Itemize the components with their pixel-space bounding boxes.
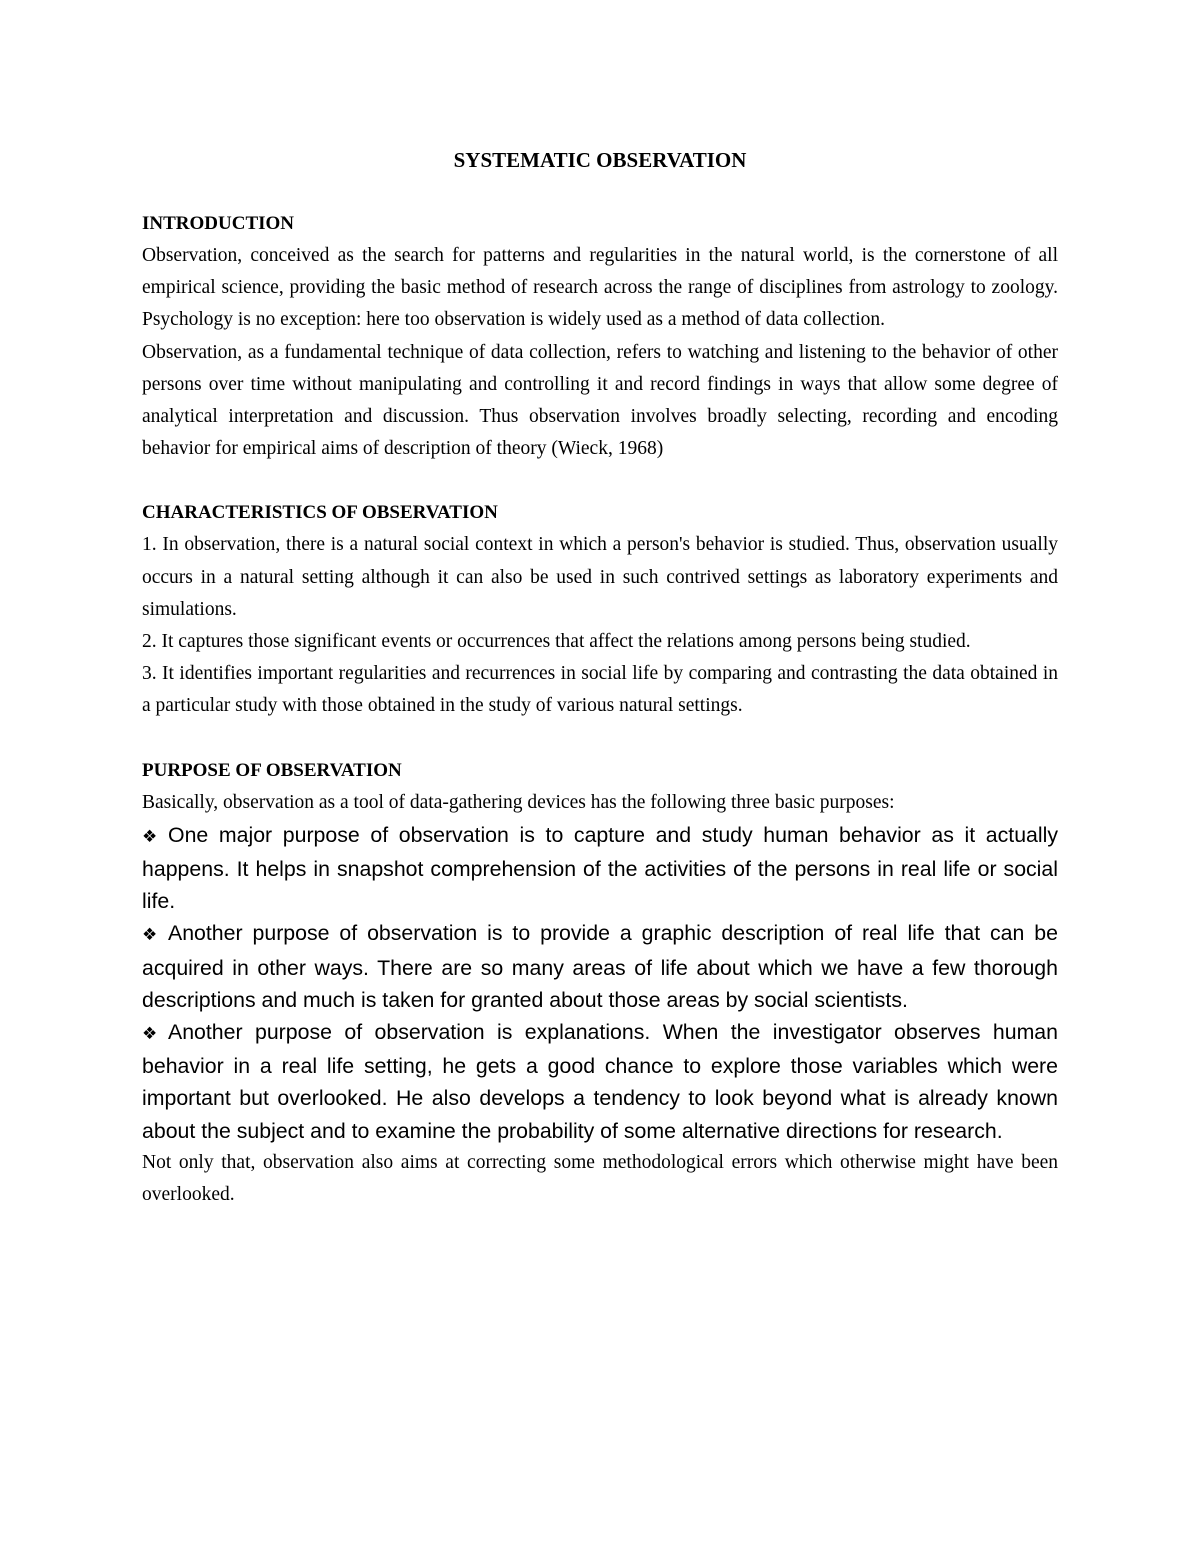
introduction-paragraph-2: Observation, as a fundamental technique of data collection, refers to watching and listening to the behavior of other persons over time without manipulating and controlling it and record findings in ways that allow some degree of analytical interpretation and discussion. Thus observation involves broadly selecting, recording and encoding behavior for empirical aims of description of theory (Wieck, 1968): [142, 341, 1058, 460]
introduction-section: [142, 208, 1058, 465]
purpose-bullet-1: [142, 819, 1058, 918]
purpose-section: [142, 755, 1058, 1212]
diamond-bullet-icon: ❖: [142, 826, 158, 847]
document-title: SYSTEMATIC OBSERVATION: [453, 148, 747, 172]
characteristics-heading: CHARACTERISTICS OF OBSERVATION: [142, 502, 498, 524]
purpose-bullet-text: Another purpose of observation is to provide a graphic description of real life that can be acquired in other ways. There are so many areas of life about which we have a few thorough descriptions and much is taken for granted about those areas by social scientists.: [142, 921, 1058, 1012]
characteristic-item-1: 1. In observation, there is a natural social context in which a person's behavior is studied. Thus, observation usually occurs in a natural setting although it can also be used in such contrived settings as laboratory experiments and simulations.: [142, 534, 1058, 620]
purpose-heading: PURPOSE OF OBSERVATION: [142, 759, 402, 781]
purpose-intro: Basically, observation as a tool of data-gathering devices has the following three basic purposes:: [142, 791, 895, 813]
purpose-bullet-3: [142, 1016, 1058, 1147]
document-page: [142, 146, 1058, 1211]
introduction-paragraph-1: Observation, conceived as the search for patterns and regularities in the natural world, is the cornerstone of all empirical science, providing the basic method of research across the range of disciplines from astrology to zoology. Psychology is no exception: here too observation is widely used as a method of data collection.: [142, 245, 1058, 331]
diamond-bullet-icon: ❖: [142, 1024, 158, 1045]
characteristics-section: [142, 497, 1058, 722]
purpose-closing: Not only that, observation also aims at correcting some methodological errors which otherwise might have been overlooked.: [142, 1151, 1058, 1206]
purpose-bullet-2: [142, 917, 1058, 1016]
diamond-bullet-icon: ❖: [142, 925, 158, 946]
introduction-heading: INTRODUCTION: [142, 213, 295, 234]
purpose-bullet-text: Another purpose of observation is explanations. When the investigator observes human behavior in a real life setting, he gets a good chance to explore those variables which were important but overlooked. He also develops a tendency to look beyond what is already known about the subject and to examine the probability of some alternative directions for research.: [142, 1020, 1058, 1143]
section-gap: [142, 465, 1058, 497]
purpose-bullet-text: One major purpose of observation is to capture and study human behavior as it actually happens. It helps in snapshot comprehension of the activities of the persons in real life or social life.: [142, 822, 1058, 914]
characteristic-item-2: 2. It captures those significant events or occurrences that affect the relations among persons being studied.: [142, 631, 971, 653]
section-gap: [142, 723, 1058, 755]
characteristic-item-3: 3. It identifies important regularities and recurrences in social life by comparing and contrasting the data obtained in a particular study with those obtained in the study of various natural settings.: [142, 663, 1058, 717]
